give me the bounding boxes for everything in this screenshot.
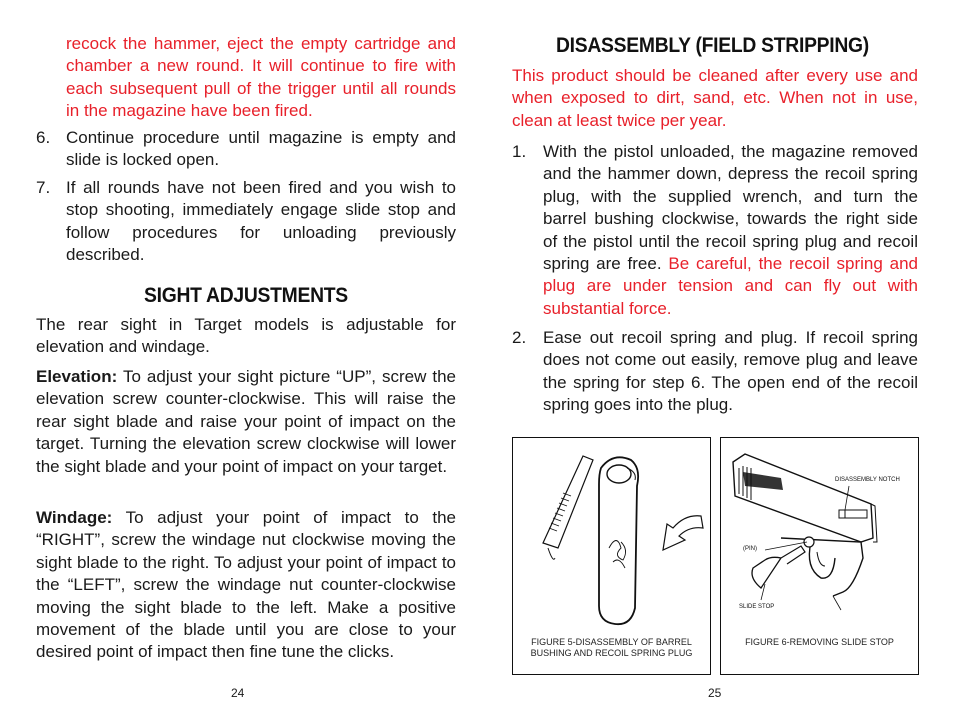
pin-label: (PIN)	[743, 546, 757, 552]
item-number-1: 1.	[512, 142, 527, 161]
page-number-right: 25	[708, 686, 722, 700]
figure-5-caption-line-2: BUSHING AND RECOIL SPRING PLUG	[530, 648, 693, 658]
elevation-label: Elevation:	[36, 367, 118, 386]
arrow-illustration	[663, 516, 703, 550]
disassembly-notch-label: DISASSEMBLY NOTCH	[835, 477, 900, 483]
item-1-paragraph	[543, 141, 918, 320]
item-number-7: 7.	[36, 178, 51, 197]
disassembly-intro: This product should be cleaned after every use and when exposed to dirt, sand, etc. When not in use, clean at least twice per year.	[512, 66, 918, 130]
item-2-text: Ease out recoil spring and plug. If recoil spring does not come out easily, remove plug and leave the spring for step 6. The open end of the recoil spring goes into the plug.	[543, 328, 918, 415]
item-1-warning: Be careful, the recoil spring and plug are under tension and can fly out with substantial force.	[543, 254, 918, 318]
item-1-text: With the pistol unloaded, the magazine removed and the hammer down, depress the recoil spring plug, with the supplied wrench, and turn the barrel bushing clockwise, towards the right side of the pistol until the recoil spring plug and recoil spring are free.	[543, 142, 918, 274]
windage-label: Windage:	[36, 508, 113, 527]
figure-6	[720, 437, 919, 675]
item-number-2: 2.	[512, 328, 527, 347]
continued-text: recock the hammer, eject the empty cartridge and chamber a new round. It will continue to fire with each subsequent pull of the trigger until all rounds in the magazine have been fired.	[66, 34, 456, 121]
item-6-text: Continue procedure until magazine is empty and slide is locked open.	[66, 128, 456, 170]
page-number-left: 24	[231, 686, 245, 700]
pistol-illustration	[721, 438, 917, 638]
elevation-paragraph	[36, 366, 456, 478]
figure-5	[512, 437, 711, 675]
figure-5-caption-line-1: FIGURE 5-DISASSEMBLY OF BARREL	[531, 637, 692, 647]
sight-intro: The rear sight in Target models is adjustable for elevation and windage.	[36, 315, 456, 357]
item-number-6: 6.	[36, 128, 51, 147]
figure-5-caption	[513, 637, 710, 659]
figure-6-caption-line-1: FIGURE 6-REMOVING SLIDE STOP	[745, 637, 894, 647]
sight-adjustments-heading: SIGHT ADJUSTMENTS	[144, 284, 348, 307]
item-7-text: If all rounds have not been fired and you wish to stop shooting, immediately engage slide stop and follow procedures for unloading previously described.	[66, 178, 456, 265]
elevation-text: To adjust your sight picture “UP”, screw the elevation screw counter-clockwise. This will raise the rear sight blade and raise your point of impact on the target. Turning the elevation screw clockwise will lower the sight blade and your point of impact on your target.	[36, 367, 456, 476]
wrench-illustration	[513, 438, 709, 638]
windage-text: To adjust your point of impact to the “RIGHT”, screw the windage nut clockwise moving the sight blade to the right. To adjust your point of impact to the “LEFT”, screw the windage nut counter-clockwise moving the sight blade to the left. Make a positive movement of the blade until you are close to your desired point of impact then fine tune the clicks.	[36, 508, 456, 662]
slide-stop-label: SLIDE STOP	[739, 604, 775, 610]
windage-paragraph	[36, 507, 456, 664]
disassembly-heading: DISASSEMBLY (FIELD STRIPPING)	[556, 34, 869, 57]
figure-6-caption	[721, 637, 918, 648]
